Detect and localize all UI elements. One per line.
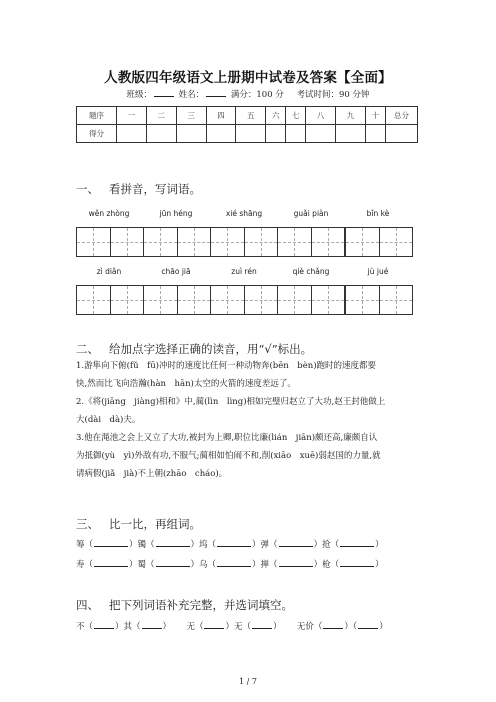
answer-blank[interactable] [156,559,190,567]
score-cell[interactable] [336,125,366,143]
question-line: 大(dài dà)夫。 [76,415,141,425]
pinyin-label: zì diǎn [96,267,122,276]
question-line: 请病假(jiǎ jià)不上朝(zhāo cháo)。 [76,469,228,479]
writing-grid[interactable] [345,227,413,257]
writing-grid[interactable] [76,227,144,257]
answer-blank[interactable] [156,539,190,547]
score-col: 十 [366,107,386,125]
score-cell[interactable] [176,125,206,143]
score-cell[interactable] [206,125,236,143]
score-table-score-row [77,125,418,143]
question-line: 1.游隼向下俯(fǔ fū)冲时的速度比任何一种动物奔(bēn bèn)跑时的速度都要 [76,361,377,371]
answer-blank[interactable] [252,621,272,629]
score-cell[interactable] [117,125,147,143]
exam-info [0,88,496,100]
score-col: 五 [236,107,266,125]
writing-grid[interactable] [345,285,413,315]
score-col: 二 [146,107,176,125]
score-col: 八 [306,107,336,125]
score-col-total: 总分 [386,107,418,125]
writing-grid[interactable] [277,285,345,315]
word-compare-row: 筹（ ）镯（ ）坞（ ）弹（ ）抢（ ） [76,540,384,550]
score-cell[interactable] [366,125,386,143]
answer-blank[interactable] [340,559,374,567]
answer-blank[interactable] [340,539,374,547]
score-cell[interactable] [306,125,336,143]
page-title: 人教版四年级语文上册期中试卷及答案【全面】 [104,70,392,86]
pinyin-label: bǐn kè [366,209,390,218]
score-col: 六 [266,107,286,125]
pinyin-label: zuì rén [231,267,257,276]
pinyin-label: chāo jiā [161,267,191,276]
idiom-fill-row: 不（ ）其（ ） 无（ ）无（ ） 无价（ ）（ ） [76,622,388,632]
writing-grid[interactable] [76,285,144,315]
name-blank [206,89,226,97]
name-label: 姓名： [178,90,205,100]
writing-grid[interactable] [143,227,211,257]
answer-blank[interactable] [217,559,251,567]
question-line: 3.他在渑池之会上又立了大功,被封为上卿,职位比廉(lián jiān)颇还高,廉颇自认 [76,433,378,443]
score-cell[interactable] [386,125,418,143]
answer-blank[interactable] [279,559,313,567]
answer-blank[interactable] [204,621,224,629]
section1-heading: 一、 看拼音，写词语。 [76,182,201,196]
pinyin-label: xié shāng [225,209,263,218]
score-col: 四 [206,107,236,125]
pinyin-label: jù jué [367,267,389,276]
pinyin-label: qiè chǎng [292,267,330,276]
score-col: 七 [286,107,306,125]
score-col: 三 [176,107,206,125]
class-label: 班级： [126,90,152,100]
section4-heading: 四、 把下列词语补充完整，并选词填空。 [76,598,293,612]
section3-heading: 三、 比一比，再组词。 [76,517,201,531]
pinyin-label: jūn héng [159,209,193,218]
answer-blank[interactable] [217,539,251,547]
word-compare-row: 寿（ ）蜀（ ）乌（ ）掸（ ）枪（ ） [76,560,384,570]
score-cell[interactable] [286,125,306,143]
answer-blank[interactable] [94,559,128,567]
score-table [76,106,418,143]
exam-time: 考试时间：90 分钟 [296,90,370,100]
writing-grid[interactable] [210,285,278,315]
reading-question [76,357,422,483]
answer-blank[interactable] [142,621,162,629]
score-cell[interactable] [266,125,286,143]
score-col: 九 [336,107,366,125]
writing-grid[interactable] [277,227,345,257]
score-row-label: 得分 [77,125,117,143]
score-col-label: 题序 [77,107,117,125]
section2-heading: 二、 给加点字选择正确的读音，用“√”标出。 [76,342,313,356]
pinyin-label: guǎi piàn [293,209,329,218]
score-cell[interactable] [236,125,266,143]
answer-blank[interactable] [323,621,343,629]
score-col: 一 [117,107,147,125]
answer-blank[interactable] [279,539,313,547]
answer-blank[interactable] [94,539,128,547]
question-line: 2.《将(jiāng jiàng)相和》中,蔺(lìn lìng)相如完璧归赵立了大功,赵王封他做上 [76,397,386,407]
answer-blank[interactable] [94,621,114,629]
answer-blank[interactable] [358,621,378,629]
writing-grid[interactable] [143,285,211,315]
question-line: 快,然而比飞向浩瀚(hàn hān)太空的火箭的速度差远了。 [76,379,296,389]
score-table-header-row [77,107,418,125]
full-score: 满分：100 分 [230,90,284,100]
score-cell[interactable] [146,125,176,143]
writing-grid[interactable] [210,227,278,257]
pinyin-label: wěn zhòng [88,209,130,218]
question-line: 为抵御(yù yì)外敌有功,不服气;蔺相如怕闹不和,削(xiāo xuē)弱赵国的力量,就 [76,451,381,461]
page-number: 1 / 7 [239,677,257,686]
class-blank [154,89,174,97]
